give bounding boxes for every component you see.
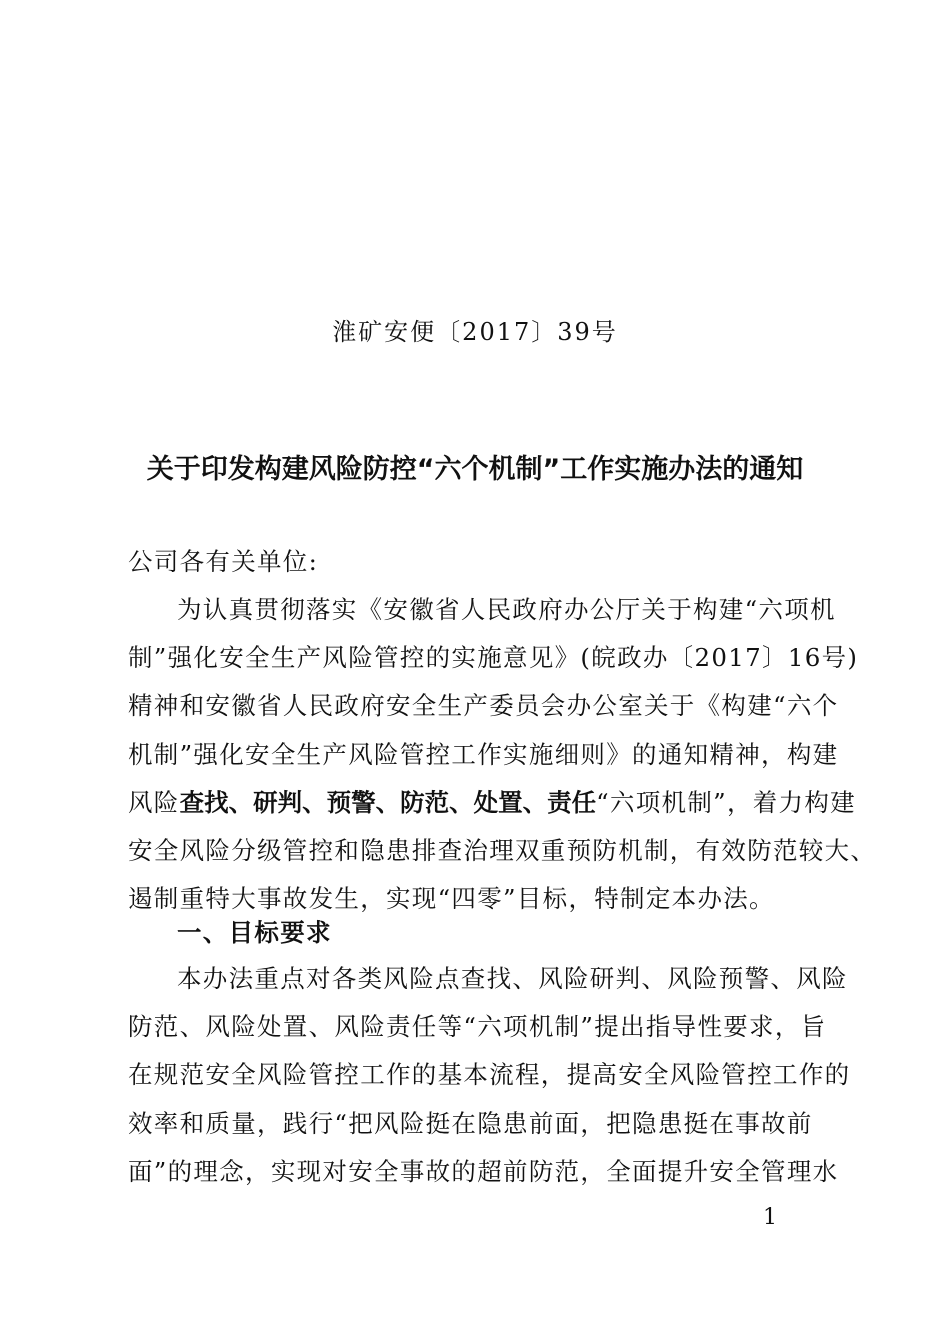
paragraph-text: 风险 xyxy=(128,787,180,817)
document-title: 关于印发构建风险防控“六个机制”工作实施办法的通知 xyxy=(146,454,804,485)
paragraph-line: 在规范安全风险管控工作的基本流程，提高安全风险管控工作的 xyxy=(128,1060,851,1090)
paragraph-line xyxy=(128,779,856,827)
paragraph-text: “六项机制”，着力构建 xyxy=(596,787,856,817)
paragraph-line: 安全风险分级管控和隐患排查治理双重预防机制，有效防范较大、 xyxy=(128,835,877,865)
paragraph-line: 制”强化安全生产风险管控的实施意见》(皖政办〔2017〕16号) xyxy=(128,643,859,673)
page-number: 1 xyxy=(763,1205,777,1230)
section-heading-text: 一、目标要求 xyxy=(177,918,332,947)
paragraph-line: 遏制重特大事故发生，实现“四零”目标，特制定本办法。 xyxy=(128,884,775,914)
paragraph-line: 面”的理念，实现对安全事故的超前防范，全面提升安全管理水 xyxy=(128,1156,839,1186)
paragraph-line: 本办法重点对各类风险点查找、风险研判、风险预警、风险 xyxy=(177,964,848,993)
paragraph-intro xyxy=(128,586,877,923)
paragraph-line: 机制”强化安全生产风险管控工作实施细则》的通知精神，构建 xyxy=(128,739,839,769)
emphasized-text: 查找、研判、预警、防范、处置、责任 xyxy=(179,787,597,817)
document-number: 淮矿安便〔2017〕39号 xyxy=(332,318,618,346)
salutation-text: 公司各有关单位: xyxy=(128,547,319,576)
paragraph-line: 防范、风险处置、风险责任等“六项机制”提出指导性要求，旨 xyxy=(128,1012,827,1042)
salutation xyxy=(128,538,840,586)
paragraph-goals xyxy=(128,955,851,1196)
paragraph-line: 为认真贯彻落实《安徽省人民政府办公厅关于构建“六项机 xyxy=(177,595,836,624)
paragraph-line: 精神和安徽省人民政府安全生产委员会办公室关于《构建“六个 xyxy=(128,691,839,721)
section-heading xyxy=(128,909,840,957)
paragraph-line: 效率和质量，践行“把风险挺在隐患前面，把隐患挺在事故前 xyxy=(128,1108,813,1138)
